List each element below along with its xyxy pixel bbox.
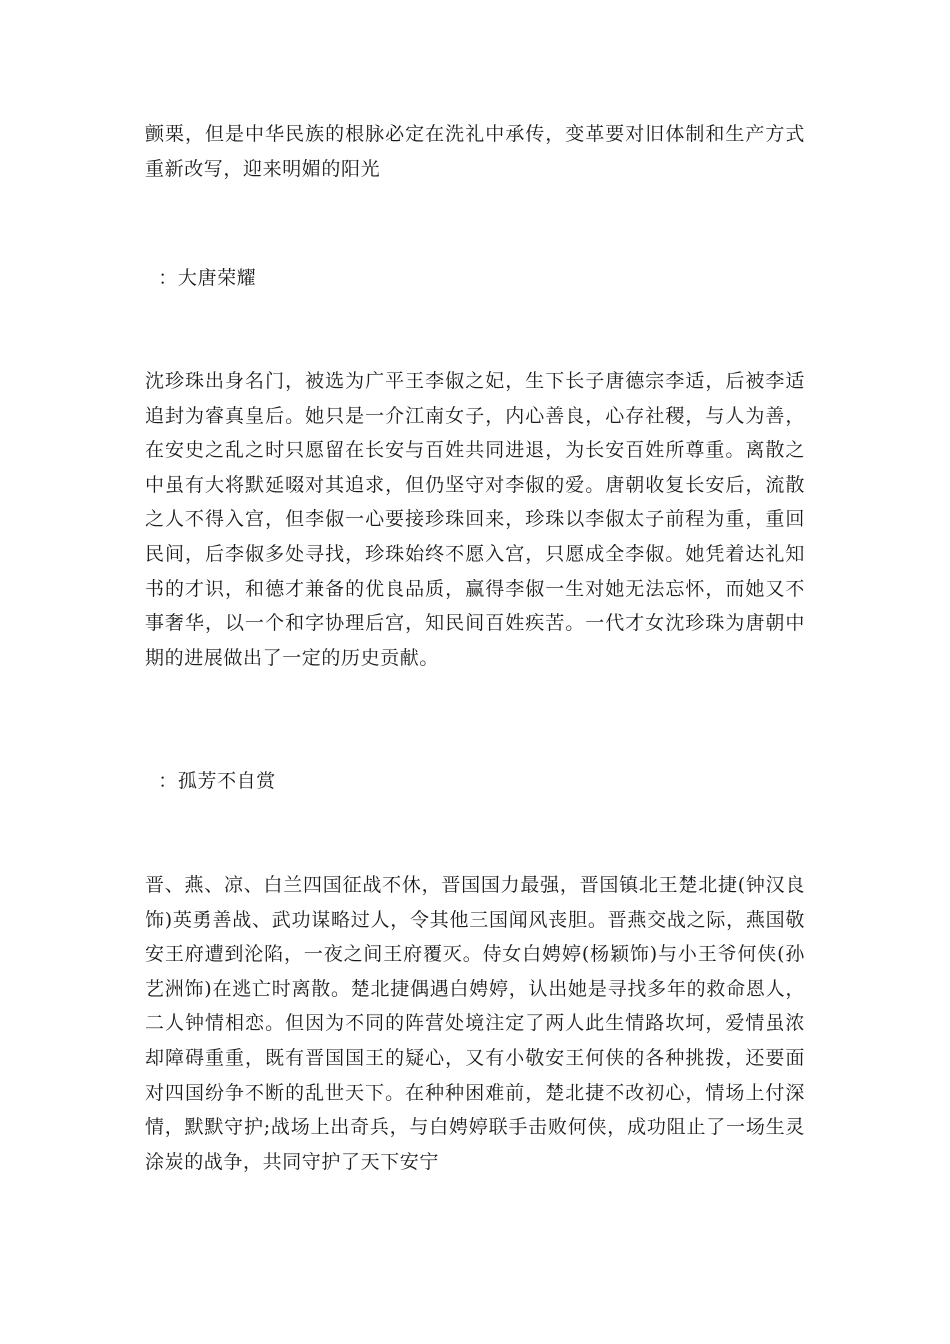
section-heading: ：孤芳不自赏 (145, 770, 276, 792)
body-paragraph: 颤栗，但是中华民族的根脉必定在洗礼中承传，变革要对旧体制和生产方式重新改写，迎来明媚的阳光 (145, 123, 805, 180)
body-paragraph: 沈珍珠出身名门，被选为广平王李俶之妃，生下长子唐德宗李适，后被李适追封为睿真皇后。她只是一介江南女子，内心善良，心存社稷，与人为善，在安史之乱之时只愿留在长安与百姓共同进退，为长安百姓所尊重。离散之中虽有大将默延啜对其追求，但仍坚守对李俶的爱。唐朝收复长安后，流散之人不得入宫，但李俶一心要接珍珠回来，珍珠以李俶太子前程为重，重回民间，后李俶多处寻找，珍珠始终不愿入宫，只愿成全李俶。她凭着达礼知书的才识，和德才兼备的优良品质，赢得李俶一生对她无法忘怀，而她又不事奢华，以一个和字协理后宫，知民间百姓疾苦。一代才女沈珍珠为唐朝中期的进展做出了一定的历史贡献。 (145, 370, 805, 669)
body-paragraph: 晋、燕、凉、白兰四国征战不休，晋国国力最强，晋国镇北王楚北捷(钟汉良饰)英勇善战、武功谋略过人，令其他三国闻风丧胆。晋燕交战之际，燕国敬安王府遭到沦陷，一夜之间王府覆灭。侍女白娉婷(杨颖饰)与小王爷何侠(孙艺洲饰)在逃亡时离散。楚北捷偶遇白娉婷，认出她是寻找多年的救命恩人，二人钟情相恋。但因为不同的阵营处境注定了两人此生情路坎坷，爱情虽浓却障碍重重，既有晋国国王的疑心，又有小敬安王何侠的各种挑拨，还要面对四国纷争不断的乱世天下。在种种困难前，楚北捷不改初心，情场上付深情，默默守护;战场上出奇兵，与白娉婷联手击败何侠，成功阻止了一场生灵涂炭的战争，共同守护了天下安宁 (145, 874, 805, 1173)
section-heading: ：大唐荣耀 (145, 267, 257, 289)
